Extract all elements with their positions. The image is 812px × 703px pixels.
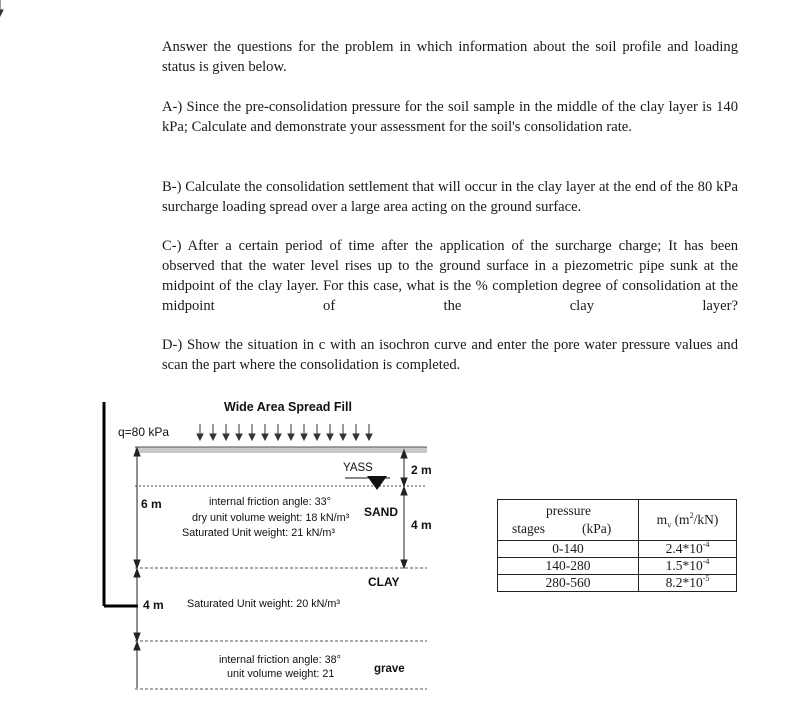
sand-dry-weight: dry unit volume weight: 18 kN/m³ xyxy=(192,512,350,524)
clay-sat-weight: Saturated Unit weight: 20 kN/m³ xyxy=(187,598,341,610)
dimension-6m xyxy=(134,448,140,568)
range-cell: 280-560 xyxy=(498,575,639,592)
dim-4m-sand-label: 4 m xyxy=(411,518,432,532)
dim-4m-clay-label: 4 m xyxy=(143,598,164,612)
mv-cell xyxy=(639,575,737,592)
table-header-row xyxy=(498,500,737,541)
mv-exponent: -5 xyxy=(702,574,710,583)
question-b: B-) Calculate the consolidation settlement that will occur in the clay layer at the end of the 80 kPa surcharge loading spread over a large area acting on the ground surface. xyxy=(162,179,738,215)
gravel-weight: unit volume weight: 21 xyxy=(227,668,335,680)
range-cell: 0-140 xyxy=(498,541,639,558)
dimension-gravel xyxy=(134,642,140,688)
mv-value: 8.2*10 xyxy=(665,575,703,590)
question-c: C-) After a certain period of time after the application of the surcharge charge; It has been observed that the water level rises up to the ground surface in a piezometric pipe sunk at the midpoint of the clay layer. For this case, what is the % completion degree of consolidation at the midpoint of the clay layer? xyxy=(162,238,738,314)
dim-6m-label: 6 m xyxy=(141,497,162,511)
mv-unit-a: (m xyxy=(674,512,690,527)
mv-header-cell xyxy=(639,500,737,541)
mv-exponent: -4 xyxy=(702,557,710,566)
dim-2m-label: 2 m xyxy=(411,463,432,477)
pressure-header-cell xyxy=(498,500,639,541)
question-a: A-) Since the pre-consolidation pressure for the soil sample in the middle of the clay layer is 140 kPa; Calculate and demonstrate your assessment for the soil's consolidation rate. xyxy=(162,99,738,135)
mv-unit-sup: 2 xyxy=(689,511,694,520)
dimension-2m xyxy=(401,450,407,486)
clay-label: CLAY xyxy=(368,575,400,589)
dimension-4m-sand xyxy=(401,487,407,568)
mv-cell xyxy=(639,558,737,575)
mv-cell xyxy=(639,541,737,558)
table-row xyxy=(498,558,737,575)
sand-sat-weight: Saturated Unit weight: 21 kN/m³ xyxy=(182,527,336,539)
fill-title: Wide Area Spread Fill xyxy=(224,400,352,414)
range-cell: 140-280 xyxy=(498,558,639,575)
mv-value: 1.5*10 xyxy=(665,558,703,573)
question-d: D-) Show the situation in c with an isochron curve and enter the pore water pressure values and scan the part where the consolidation is completed. xyxy=(162,337,738,373)
table-row xyxy=(498,541,737,558)
mv-header: m xyxy=(656,512,668,527)
mv-unit-b: /kN) xyxy=(693,512,719,527)
load-arrows xyxy=(0,0,372,440)
pressure-header: pressure xyxy=(546,503,591,518)
intro-text: Answer the questions for the problem in which information about the soil profile and loading status is given below. xyxy=(162,39,738,75)
stages-header: stages xyxy=(512,521,545,536)
gravel-label: grave xyxy=(374,663,405,675)
mv-exponent: -4 xyxy=(702,540,710,549)
mv-header-sub: v xyxy=(667,520,672,530)
load-label: q=80 kPa xyxy=(118,425,170,439)
sand-friction: internal friction angle: 33° xyxy=(209,496,331,508)
gravel-friction: internal friction angle: 38° xyxy=(219,654,341,666)
mv-value: 2.4*10 xyxy=(665,541,703,556)
water-table-label: YASS xyxy=(343,462,373,474)
ground-surface xyxy=(135,447,427,453)
table-row xyxy=(498,575,737,592)
unit-header: (kPa) xyxy=(582,521,612,536)
mv-table xyxy=(497,499,737,592)
sand-label: SAND xyxy=(364,505,399,519)
